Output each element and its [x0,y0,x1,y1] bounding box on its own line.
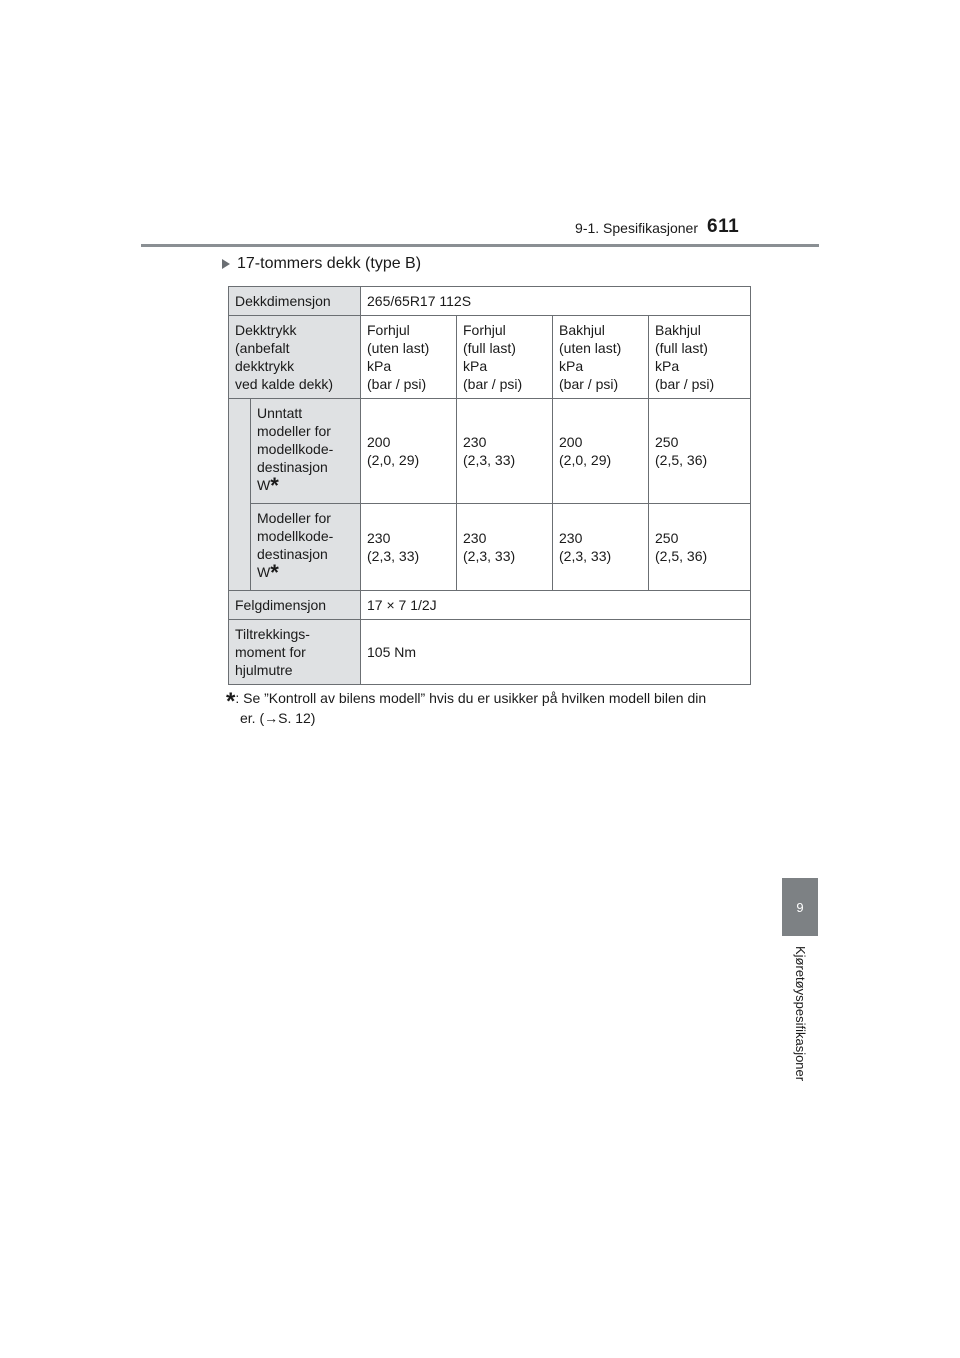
table-row [229,504,751,591]
row-label-w: Modeller for modellkode- destinasjon W* [251,504,361,591]
pressure-value: 200 (2,0, 29) [553,399,649,504]
pressure-value: 230 (2,3, 33) [457,399,553,504]
footnote-mark: * [270,473,279,498]
section-title: 9-1. Spesifikasjoner [575,220,698,236]
pressure-value: 230 (2,3, 33) [457,504,553,591]
chapter-tab[interactable] [782,878,818,936]
subheading-text: 17-tommers dekk (type B) [237,255,422,272]
pressure-value: 230 (2,3, 33) [361,504,457,591]
tire-size-label: Dekkdimensjon [229,287,361,316]
column-header-rear-unloaded: Bakhjul (uten last) kPa (bar / psi) [553,316,649,399]
triangle-bullet-icon [222,259,230,269]
column-header-front-unloaded: Forhjul (uten last) kPa (bar / psi) [361,316,457,399]
pressure-value: 250 (2,5, 36) [649,399,751,504]
tire-size-value: 265/65R17 112S [361,287,751,316]
table-row [229,399,751,504]
pressure-value: 200 (2,0, 29) [361,399,457,504]
torque-label: Tiltrekkings- moment for hjulmutre [229,620,361,685]
pressure-value: 250 (2,5, 36) [649,504,751,591]
footnote [226,686,756,728]
column-header-rear-loaded: Bakhjul (full last) kPa (bar / psi) [649,316,751,399]
header-rule [141,244,819,247]
rim-size-value: 17 × 7 1/2J [361,591,751,620]
tire-pressure-label: Dekktrykk (anbefalt dekktrykk ved kalde dekk) [229,316,361,399]
footnote-mark: * [226,688,236,715]
rim-size-label: Felgdimensjon [229,591,361,620]
subheading [222,255,522,273]
page-number: 611 [707,216,740,237]
footnote-mark: * [270,560,279,585]
chapter-number: 9 [796,899,804,915]
chapter-label: Kjøretøyspesifikasjoner [793,946,808,1082]
torque-value: 105 Nm [361,620,751,685]
column-header-front-loaded: Forhjul (full last) kPa (bar / psi) [457,316,553,399]
pressure-indent-cell [229,399,251,591]
footnote-line-2[interactable]: er. (→S. 12) [240,710,316,726]
footnote-line-1: : Se ”Kontroll av bilens modell” hvis du er usikker på hvilken modell bilen din [235,690,707,706]
pressure-value: 230 (2,3, 33) [553,504,649,591]
tire-spec-table [228,286,751,685]
row-label-except-w: Unntatt modeller for modellkode- destinasjon W* [251,399,361,504]
